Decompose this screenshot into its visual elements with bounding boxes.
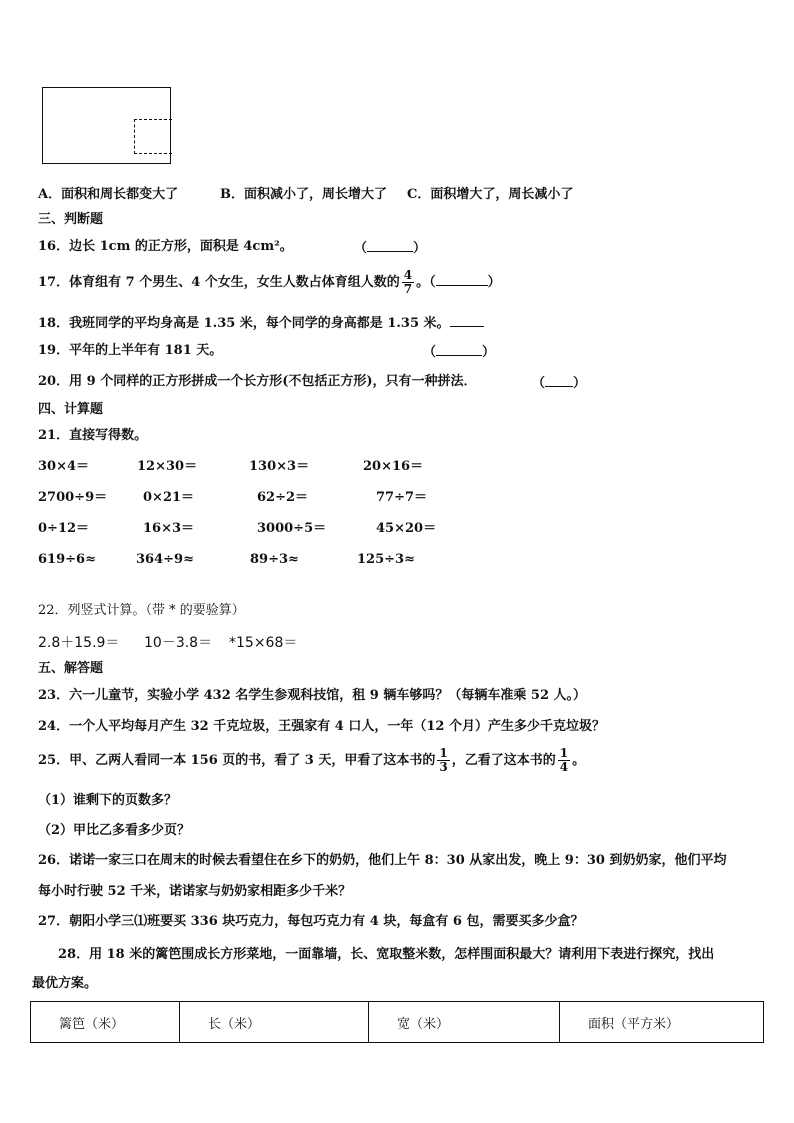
q27-text: 27．朝阳小学三⑴班要买 336 块巧克力，每包巧克力有 4 块，每盒有 6 包，需要买多少盒？: [38, 914, 584, 929]
q16-answer-paren: （ ）: [354, 241, 427, 256]
q18-line: [38, 314, 484, 332]
q25-text: 25．甲、乙两人看同一本 156 页的书，看了 3 天，甲看了这本书的: [38, 753, 436, 768]
table-header-width: 宽（米）: [369, 1002, 560, 1043]
q21-item: 3000÷5＝: [257, 521, 327, 536]
q26-line-2: 每小时行驶 52 千米，诺诺家与奶奶家相距多少千米？: [38, 884, 352, 899]
table-header-fence: 篱笆（米）: [31, 1002, 180, 1043]
q21-item: 364÷9≈: [136, 552, 194, 567]
q20-answer-blank[interactable]: [545, 374, 573, 387]
q21-title: 21．直接写得数。: [38, 428, 148, 443]
q15-option-a: A．面积和周长都变大了: [38, 187, 179, 202]
section-calc-heading: 四、计算题: [38, 402, 104, 417]
q17-text: 17．体育组有 7 个男生、4 个女生，女生人数占体育组人数的: [38, 275, 400, 290]
q21-item: 12×30＝: [137, 459, 198, 474]
q22-item: 2.8＋15.9＝: [38, 635, 120, 651]
q21-item: 130×3＝: [249, 459, 310, 474]
section-solve-heading: 五、解答题: [38, 661, 104, 676]
q26-line-1: 26．诺诺一家三口在周末的时候去看望住在乡下的奶奶，他们上午 8：30 从家出发，晚上 9：30 到奶奶家，他们平均: [38, 853, 727, 868]
q19-answer-blank[interactable]: [436, 343, 482, 356]
q17-fraction: $\frac{4}{7}$: [403, 268, 413, 296]
q25-fraction-2: $\frac{1}{4}$: [559, 746, 569, 774]
q22-item: *15×68＝: [229, 635, 298, 651]
q25-fraction-1: $\frac{1}{3}$: [439, 746, 448, 774]
q21-item: 0÷12＝: [38, 521, 90, 536]
dashed-cutout-figure: [134, 119, 172, 154]
exploration-table: [30, 1001, 764, 1043]
q17-line: 17．体育组有 7 个男生、4 个女生，女生人数占体育组人数的 $\frac{4}{7}$ 。（ ）: [38, 268, 501, 296]
q25-sub-question-1: （1）谁剩下的页数多？: [38, 793, 178, 808]
table-header-row: [31, 1002, 764, 1043]
q21-item: 89÷3≈: [250, 552, 299, 567]
q17-answer-blank[interactable]: [436, 273, 488, 286]
q25-line: 25．甲、乙两人看同一本 156 页的书，看了 3 天，甲看了这本书的 $\frac{1}{3}$ ，乙看了这本书的 $\frac{1}{4}$ 。: [38, 746, 586, 774]
q15-option-b: B．面积减小了，周长增大了: [220, 187, 387, 202]
q21-item: 62÷2＝: [257, 490, 309, 505]
q19-answer-paren: （ ）: [423, 345, 496, 360]
q21-item: 0×21＝: [143, 490, 195, 505]
q18-text: 18．我班同学的平均身高是 1.35 米，每个同学的身高都是 1.35 米。: [38, 316, 450, 331]
q22-item: 10－3.8＝: [144, 635, 213, 651]
table-header-length: 长（米）: [180, 1002, 369, 1043]
q19-text: 19．平年的上半年有 181 天。: [38, 343, 223, 358]
q21-item: 125÷3≈: [357, 552, 415, 567]
q20-text: 20．用 9 个同样的正方形拼成一个长方形(不包括正方形)，只有一种拼法．: [38, 374, 477, 389]
q21-item: 30×4＝: [38, 459, 90, 474]
q23-text: 23．六一儿童节，实验小学 432 名学生参观科技馆，租 9 辆车够吗？（每辆车准乘 52 人。）: [38, 688, 587, 703]
q15-option-c: C．面积增大了，周长减小了: [407, 187, 574, 202]
q28-line-2: 最优方案。: [32, 976, 98, 991]
q28-line-1: 28．用 18 米的篱笆围成长方形菜地，一面靠墙，长、宽取整米数，怎样围面积最大？请利用下表进行探究，找出: [58, 947, 715, 962]
q21-item: 20×16＝: [363, 459, 424, 474]
section-judge-heading: 三、判断题: [38, 212, 104, 227]
q22-title: 22．列竖式计算。（带 * 的要验算）: [38, 603, 245, 618]
q24-text: 24．一个人平均每月产生 32 千克垃圾，王强家有 4 口人，一年（12 个月）产生多少千克垃圾？: [38, 719, 605, 734]
q21-item: 45×20＝: [376, 521, 437, 536]
q20-answer-paren: （ ）: [532, 376, 587, 391]
table-header-area: 面积（平方米）: [560, 1002, 764, 1043]
q21-item: 16×3＝: [143, 521, 195, 536]
q18-answer-blank[interactable]: [450, 314, 484, 327]
q25-sub-question-2: （2）甲比乙多看多少页？: [38, 823, 191, 838]
q16-answer-blank[interactable]: [367, 239, 413, 252]
q16-text: 16．边长 1cm 的正方形，面积是 4cm²。: [38, 239, 293, 254]
q21-item: 2700÷9＝: [38, 490, 108, 505]
q21-item: 619÷6≈: [38, 552, 96, 567]
q21-item: 77÷7＝: [376, 490, 428, 505]
